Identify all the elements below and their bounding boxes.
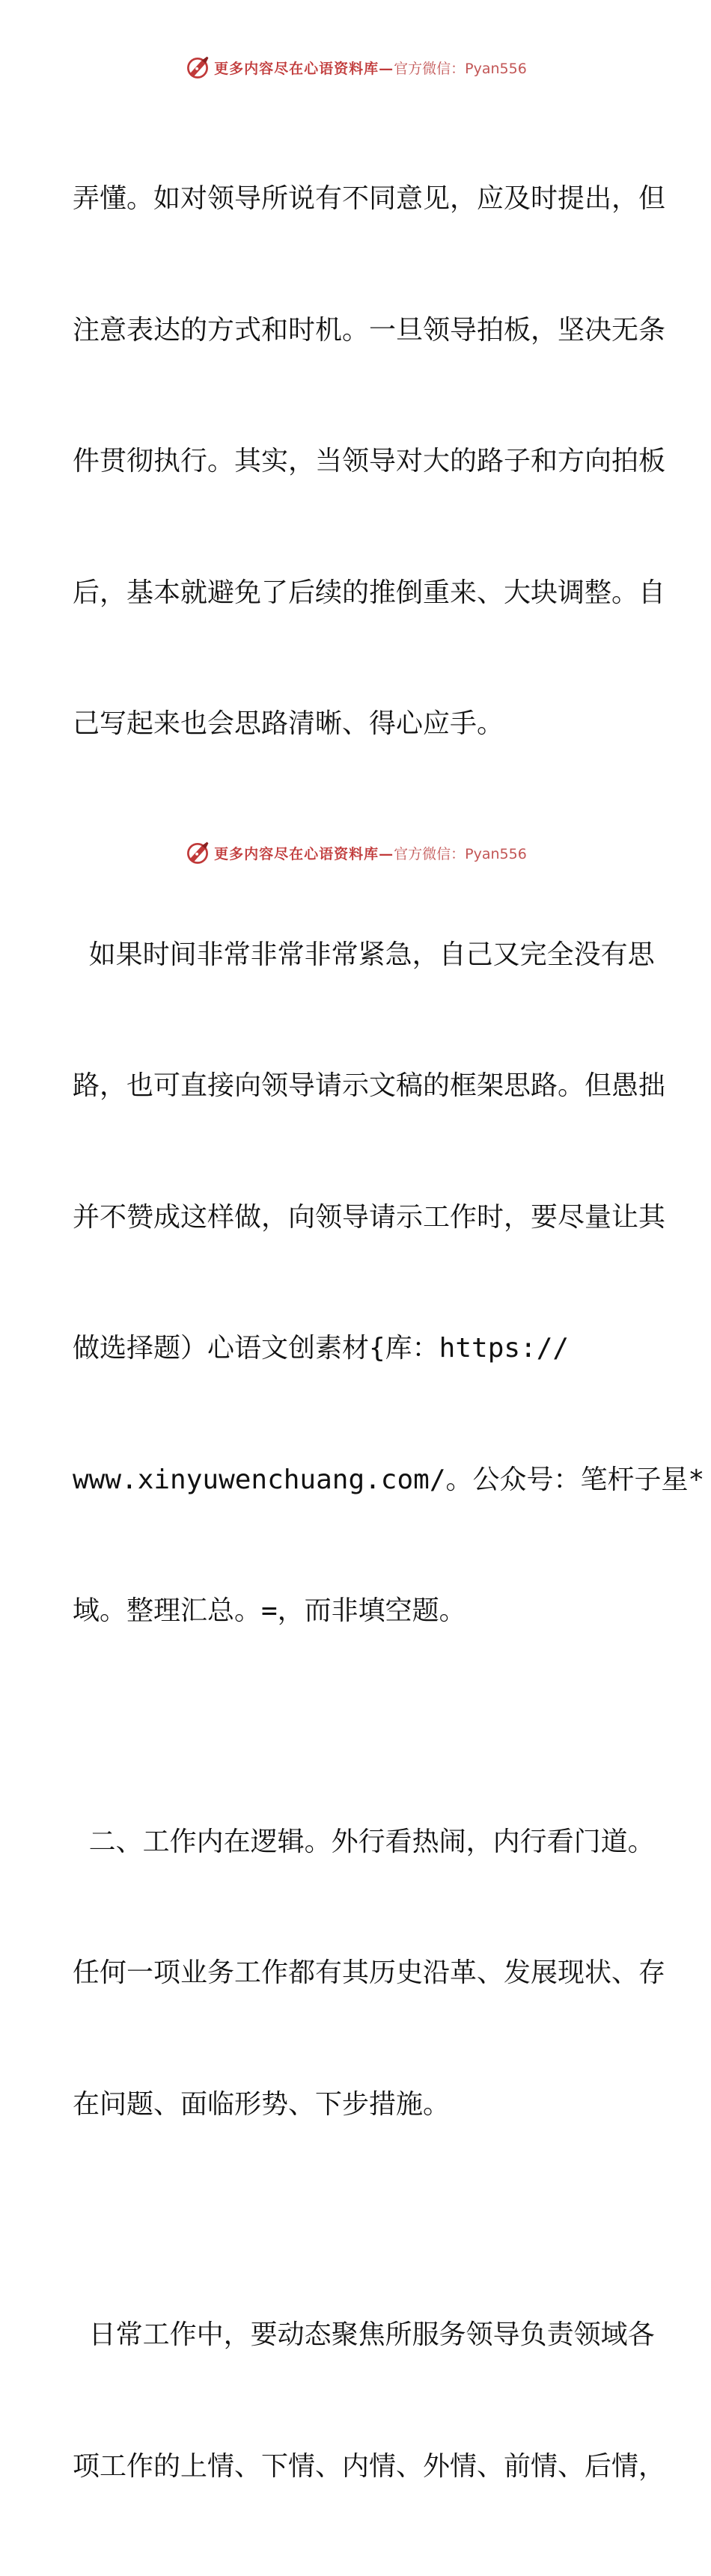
footer-banner-text xyxy=(214,843,527,863)
paragraph xyxy=(73,1733,666,2215)
header-brand: 更多内容尽在心语资料库— xyxy=(214,60,394,77)
text-line: 后，基本就避免了后续的推倒重来、大块调整。自 xyxy=(73,577,666,608)
text-line: 任何一项业务工作都有其历史沿革、发展现状、存 xyxy=(73,1957,666,1988)
pen-nib-logo-icon xyxy=(184,54,211,81)
text-line: 路，也可直接向领导请示文稿的框架思路。但愚拙 xyxy=(73,1070,666,1101)
text-line: 如果时间非常非常非常紧急，自己又完全没有思 xyxy=(73,939,655,970)
text-line: 己写起来也会思路清晰、得心应手。 xyxy=(73,708,504,739)
text-line: 弄懂。如对领导所说有不同意见，应及时提出，但 xyxy=(73,183,666,214)
text-line: 域。整理汇总。=，而非填空题。 xyxy=(73,1595,466,1626)
text-line: 项工作的上情、下情、内情、外情、前情、后情， xyxy=(73,2450,666,2482)
footer-brand: 更多内容尽在心语资料库— xyxy=(214,845,394,862)
paragraph xyxy=(73,2226,666,2576)
footer-banner xyxy=(0,838,711,868)
text-line: 二、工作内在逻辑。外行看热闹，内行看门道。 xyxy=(73,1826,655,1857)
text-line: 注意表达的方式和时机。一旦领导拍板，坚决无条 xyxy=(73,314,666,346)
text-line: 在问题、面临形势、下步措施。 xyxy=(73,2088,451,2120)
header-banner xyxy=(0,52,711,82)
paragraph xyxy=(73,90,666,834)
text-line: 并不赞成这样做，向领导请示工作时，要尽量让其 xyxy=(73,1201,666,1233)
text-line: 日常工作中，要动态聚焦所服务领导负责领域各 xyxy=(73,2319,655,2350)
paragraph xyxy=(73,846,705,1721)
body-text xyxy=(73,90,705,2576)
footer-wechat: 官方微信：Pyan556 xyxy=(394,845,527,862)
pen-nib-logo-icon xyxy=(184,839,211,866)
header-wechat: 官方微信：Pyan556 xyxy=(394,60,527,77)
text-line: 件贯彻执行。其实，当领导对大的路子和方向拍板 xyxy=(73,446,666,476)
text-line: www.xinyuwenchuang.com/。公众号：笔杆子星* xyxy=(73,1464,705,1495)
text-line: 做选择题）心语文创素材{库：https:// xyxy=(73,1333,570,1364)
header-banner-text xyxy=(214,58,527,78)
